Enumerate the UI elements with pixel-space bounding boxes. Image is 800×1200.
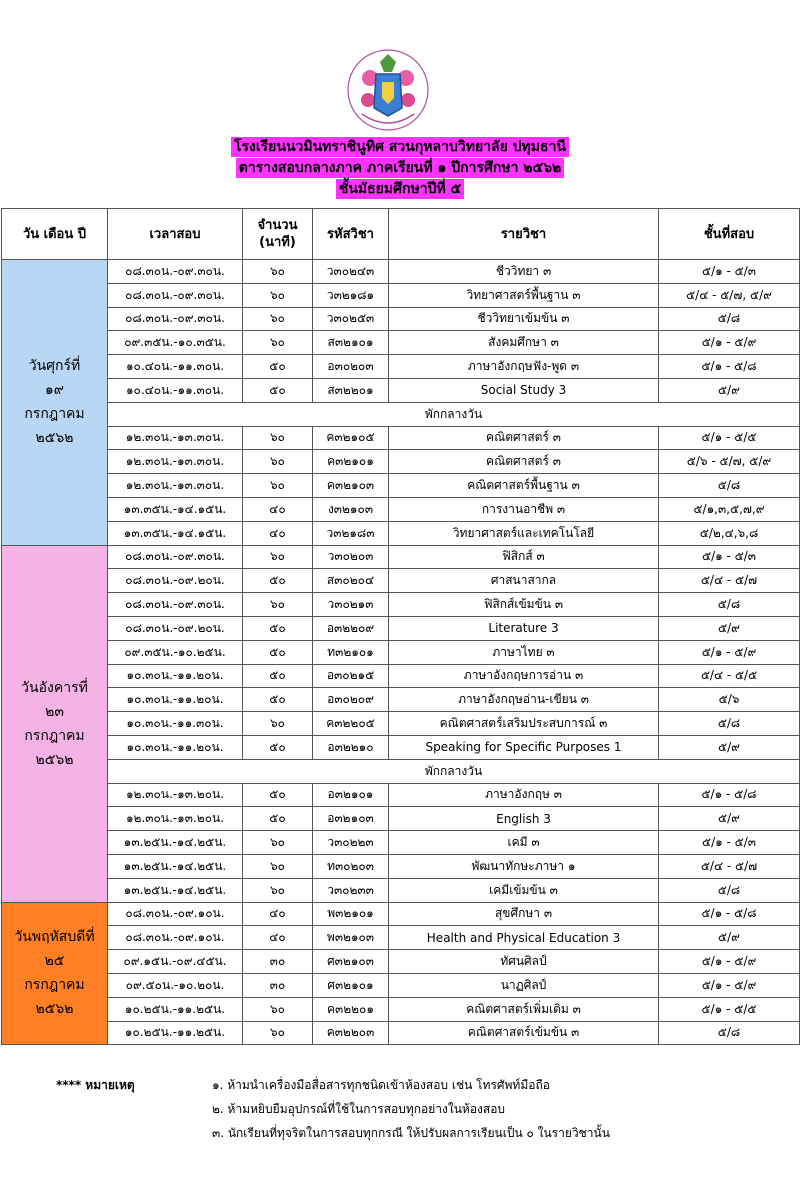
exam-room: ๕/๘ <box>659 593 800 617</box>
subject-name: Social Study 3 <box>389 378 659 402</box>
header-minutes: จำนวน (นาที) <box>243 209 313 260</box>
header-time: เวลาสอบ <box>108 209 243 260</box>
exam-minutes: ๖๐ <box>243 474 313 498</box>
exam-minutes: ๔๐ <box>243 521 313 545</box>
exam-room: ๕/๑ - ๕/๘ <box>659 783 800 807</box>
exam-minutes: ๕๐ <box>243 616 313 640</box>
exam-minutes: ๖๐ <box>243 712 313 736</box>
table-row <box>2 355 800 379</box>
subject-code: พ๓๒๑๐๑ <box>313 902 389 926</box>
exam-minutes: ๖๐ <box>243 283 313 307</box>
exam-time: ๑๐.๔๐น.-๑๑.๓๐น. <box>108 378 243 402</box>
exam-minutes: ๕๐ <box>243 355 313 379</box>
exam-room: ๕/๔ - ๕/๗ <box>659 854 800 878</box>
exam-minutes: ๖๐ <box>243 260 313 284</box>
exam-room: ๕/๑ - ๕/๙ <box>659 973 800 997</box>
exam-time: ๑๒.๓๐น.-๑๓.๓๐น. <box>108 426 243 450</box>
exam-minutes: ๕๐ <box>243 664 313 688</box>
exam-date-line: วันศุกร์ที่ <box>28 358 81 375</box>
exam-time: ๐๘.๓๐น.-๐๙.๓๐น. <box>108 593 243 617</box>
table-row <box>2 878 800 902</box>
exam-room: ๕/๖ <box>659 688 800 712</box>
subject-name: ชีววิทยา ๓ <box>389 260 659 284</box>
table-row <box>2 331 800 355</box>
exam-room: ๕/๔ - ๕/๗, ๕/๙ <box>659 283 800 307</box>
lunch-break-row <box>2 402 800 426</box>
exam-room: ๕/๘ <box>659 307 800 331</box>
table-row <box>2 973 800 997</box>
exam-time: ๑๐.๓๐น.-๑๑.๒๐น. <box>108 664 243 688</box>
exam-time: ๐๘.๓๐น.-๐๙.๓๐น. <box>108 283 243 307</box>
exam-time: ๑๓.๓๕น.-๑๔.๑๕น. <box>108 497 243 521</box>
subject-code: อ๓๐๒๐๓ <box>313 355 389 379</box>
exam-minutes: ๖๐ <box>243 545 313 569</box>
subject-name: ภาษาอังกฤษฟัง-พูด ๓ <box>389 355 659 379</box>
exam-date-line: ๒๕๖๒ <box>35 430 74 447</box>
notes-label: **** หมายเหตุ <box>56 1078 135 1092</box>
exam-time: ๑๓.๓๕น.-๑๔.๑๕น. <box>108 521 243 545</box>
document-header <box>0 136 800 199</box>
exam-minutes: ๖๐ <box>243 854 313 878</box>
subject-code: ว๓๐๒๒๓ <box>313 831 389 855</box>
exam-time: ๑๒.๓๐น.-๑๓.๒๐น. <box>108 807 243 831</box>
exam-date-line: วันพฤหัสบดีที่ <box>14 929 95 946</box>
exam-time: ๐๙.๕๐น.-๑๐.๒๐น. <box>108 973 243 997</box>
subject-name: สังคมศึกษา ๓ <box>389 331 659 355</box>
exam-time: ๑๐.๓๐น.-๑๑.๒๐น. <box>108 688 243 712</box>
table-row <box>2 545 800 569</box>
subject-code: ว๓๒๑๘๑ <box>313 283 389 307</box>
subject-code: ง๓๒๑๐๓ <box>313 497 389 521</box>
exam-room: ๕/๘ <box>659 1021 800 1045</box>
exam-minutes: ๖๐ <box>243 878 313 902</box>
exam-room: ๕/๑ - ๕/๘ <box>659 902 800 926</box>
exam-date-line: กรกฎาคม <box>24 406 85 423</box>
subject-name: เคมี ๓ <box>389 831 659 855</box>
subject-name: Speaking for Specific Purposes 1 <box>389 735 659 759</box>
exam-minutes: ๔๐ <box>243 926 313 950</box>
table-row <box>2 426 800 450</box>
subject-name: ชีววิทยาเข้มข้น ๓ <box>389 307 659 331</box>
subject-code: ว๓๐๒๑๓ <box>313 593 389 617</box>
subject-code: ส๓๐๒๐๔ <box>313 569 389 593</box>
subject-code: ว๓๐๒๐๓ <box>313 545 389 569</box>
subject-code: ท๓๒๑๐๑ <box>313 640 389 664</box>
subject-code: ค๓๒๑๐๓ <box>313 474 389 498</box>
exam-time: ๐๘.๓๐น.-๐๙.๓๐น. <box>108 545 243 569</box>
subject-code: ส๓๒๒๐๑ <box>313 378 389 402</box>
subject-code: อ๓๒๒๑๐ <box>313 735 389 759</box>
exam-minutes: ๖๐ <box>243 331 313 355</box>
exam-minutes: ๖๐ <box>243 307 313 331</box>
exam-time: ๐๙.๓๕น.-๑๐.๒๕น. <box>108 640 243 664</box>
exam-minutes: ๕๐ <box>243 807 313 831</box>
exam-time: ๐๘.๓๐น.-๐๙.๓๐น. <box>108 260 243 284</box>
subject-name: วิทยาศาสตร์พื้นฐาน ๓ <box>389 283 659 307</box>
exam-room: ๕/๑ - ๕/๓ <box>659 260 800 284</box>
exam-minutes: ๔๐ <box>243 497 313 521</box>
exam-minutes: ๕๐ <box>243 783 313 807</box>
subject-name: ศาสนาสากล <box>389 569 659 593</box>
exam-minutes: ๖๐ <box>243 1021 313 1045</box>
exam-minutes: ๖๐ <box>243 593 313 617</box>
subject-name: ภาษาอังกฤษการอ่าน ๓ <box>389 664 659 688</box>
subject-name: คณิตศาสตร์ ๓ <box>389 450 659 474</box>
table-row <box>2 450 800 474</box>
subject-name: ทัศนศิลป์ <box>389 950 659 974</box>
subject-code: อ๓๒๑๐๑ <box>313 783 389 807</box>
table-row <box>2 902 800 926</box>
exam-room: ๕/๑ - ๕/๕ <box>659 997 800 1021</box>
subject-code: ค๓๒๒๐๓ <box>313 1021 389 1045</box>
header-date: วัน เดือน ปี <box>2 209 108 260</box>
subject-name: เคมีเข้มข้น ๓ <box>389 878 659 902</box>
exam-schedule-table <box>1 208 800 1045</box>
subject-code: ว๓๐๒๕๓ <box>313 307 389 331</box>
header-room: ชั้นที่สอบ <box>659 209 800 260</box>
subject-code: ค๓๒๒๐๑ <box>313 997 389 1021</box>
subject-code: อ๓๐๒๑๕ <box>313 664 389 688</box>
exam-minutes: ๖๐ <box>243 450 313 474</box>
table-row <box>2 1021 800 1045</box>
exam-minutes: ๖๐ <box>243 426 313 450</box>
exam-room: ๕/๙ <box>659 735 800 759</box>
subject-name: พัฒนาทักษะภาษา ๑ <box>389 854 659 878</box>
subject-code: อ๓๐๒๐๙ <box>313 688 389 712</box>
note-item: ๓. นักเรียนที่ทุจริตในการสอบทุกกรณี ให้ปรับผลการเรียนเป็น ๐ ในรายวิชานั้น <box>212 1126 610 1140</box>
table-row <box>2 926 800 950</box>
exam-minutes: ๕๐ <box>243 569 313 593</box>
exam-room: ๕/๘ <box>659 474 800 498</box>
exam-minutes: ๓๐ <box>243 950 313 974</box>
exam-room: ๕/๑ - ๕/๓ <box>659 545 800 569</box>
exam-date-cell <box>2 545 108 902</box>
exam-time: ๐๙.๑๕น.-๐๙.๔๕น. <box>108 950 243 974</box>
header-subject: รายวิชา <box>389 209 659 260</box>
exam-time: ๑๒.๓๐น.-๑๓.๓๐น. <box>108 450 243 474</box>
subject-code: ค๓๒๑๐๕ <box>313 426 389 450</box>
subject-name: ภาษาอังกฤษอ่าน-เขียน ๓ <box>389 688 659 712</box>
exam-time: ๑๒.๓๐น.-๑๓.๓๐น. <box>108 474 243 498</box>
subject-name: คณิตศาสตร์ ๓ <box>389 426 659 450</box>
exam-date-line: ๒๕๖๒ <box>35 1001 74 1018</box>
exam-room: ๕/๑ - ๕/๙ <box>659 640 800 664</box>
exam-room: ๕/๙ <box>659 616 800 640</box>
notes-list <box>212 1076 800 1148</box>
exam-minutes: ๓๐ <box>243 973 313 997</box>
exam-date-line: ๒๕๖๒ <box>35 751 74 768</box>
subject-name: Literature 3 <box>389 616 659 640</box>
lunch-break-row <box>2 759 800 783</box>
subject-code: ค๓๒๑๐๑ <box>313 450 389 474</box>
exam-room: ๕/๙ <box>659 926 800 950</box>
exam-date-line: ๑๙ <box>44 382 65 399</box>
exam-minutes: ๔๐ <box>243 902 313 926</box>
exam-time: ๑๐.๒๕น.-๑๑.๒๕น. <box>108 997 243 1021</box>
grade-level: ชั้นมัธยมศึกษาปีที่ ๕ <box>336 179 464 199</box>
exam-time: ๐๘.๓๐น.-๐๙.๑๐น. <box>108 902 243 926</box>
exam-minutes: ๕๐ <box>243 378 313 402</box>
exam-room: ๕/๘ <box>659 878 800 902</box>
exam-title: ตารางสอบกลางภาค ภาคเรียนที่ ๑ ปีการศึกษา ๒๕๖๒ <box>236 158 565 178</box>
exam-time: ๐๙.๓๕น.-๑๐.๓๕น. <box>108 331 243 355</box>
exam-minutes: ๕๐ <box>243 688 313 712</box>
exam-time: ๑๓.๒๕น.-๑๔.๒๕น. <box>108 878 243 902</box>
exam-room: ๕/๙ <box>659 807 800 831</box>
subject-code: พ๓๒๑๐๓ <box>313 926 389 950</box>
table-row <box>2 854 800 878</box>
exam-time: ๑๐.๔๐น.-๑๑.๓๐น. <box>108 355 243 379</box>
table-row <box>2 997 800 1021</box>
table-row <box>2 260 800 284</box>
note-item: ๒. ห้ามหยิบยืมอุปกรณ์ที่ใช้ในการสอบทุกอย่างในห้องสอบ <box>212 1102 506 1116</box>
exam-room: ๕/๑,๓,๕,๗,๙ <box>659 497 800 521</box>
table-row <box>2 497 800 521</box>
exam-room: ๕/๑ - ๕/๕ <box>659 426 800 450</box>
subject-name: ฟิสิกส์ ๓ <box>389 545 659 569</box>
exam-time: ๐๘.๓๐น.-๐๙.๒๐น. <box>108 569 243 593</box>
table-row <box>2 712 800 736</box>
subject-name: ฟิสิกส์เข้มข้น ๓ <box>389 593 659 617</box>
exam-room: ๕/๘ <box>659 712 800 736</box>
subject-code: อ๓๒๑๐๓ <box>313 807 389 831</box>
table-row <box>2 950 800 974</box>
exam-time: ๐๘.๓๐น.-๐๙.๑๐น. <box>108 926 243 950</box>
subject-name: คณิตศาสตร์เข้มข้น ๓ <box>389 1021 659 1045</box>
subject-code: ส๓๒๑๐๑ <box>313 331 389 355</box>
exam-minutes: ๕๐ <box>243 640 313 664</box>
subject-code: ว๓๐๒๔๓ <box>313 260 389 284</box>
exam-room: ๕/๑ - ๕/๙ <box>659 331 800 355</box>
exam-time: ๐๘.๓๐น.-๐๙.๓๐น. <box>108 307 243 331</box>
subject-name: คณิตศาสตร์เสริมประสบการณ์ ๓ <box>389 712 659 736</box>
table-header-row <box>2 209 800 260</box>
exam-room: ๕/๑ - ๕/๙ <box>659 950 800 974</box>
exam-date-line: ๒๕ <box>44 953 65 970</box>
exam-date-line: วันอังคารที่ <box>21 679 88 696</box>
exam-time: ๐๘.๓๐น.-๐๙.๒๐น. <box>108 616 243 640</box>
subject-name: สุขศึกษา ๓ <box>389 902 659 926</box>
exam-date-cell <box>2 260 108 546</box>
subject-name: นาฏศิลป์ <box>389 973 659 997</box>
exam-date-line: กรกฎาคม <box>24 977 85 994</box>
subject-code: ท๓๐๒๐๓ <box>313 854 389 878</box>
subject-code: ว๓๒๑๘๓ <box>313 521 389 545</box>
table-row <box>2 640 800 664</box>
exam-time: ๑๒.๓๐น.-๑๓.๒๐น. <box>108 783 243 807</box>
lunch-break-label: พักกลางวัน <box>108 402 800 426</box>
header-code: รหัสวิชา <box>313 209 389 260</box>
exam-time: ๑๐.๓๐น.-๑๑.๒๐น. <box>108 735 243 759</box>
table-row <box>2 783 800 807</box>
subject-name: ภาษาไทย ๓ <box>389 640 659 664</box>
table-row <box>2 593 800 617</box>
note-item: ๑. ห้ามนำเครื่องมือสื่อสารทุกชนิดเข้าห้องสอบ เช่น โทรศัพท์มือถือ <box>212 1078 550 1092</box>
exam-minutes: ๖๐ <box>243 997 313 1021</box>
table-row <box>2 735 800 759</box>
table-row <box>2 664 800 688</box>
school-name: โรงเรียนนวมินทราชินูทิศ สวนกุหลาบวิทยาลัย ปทุมธานี <box>231 137 569 157</box>
subject-name: คณิตศาสตร์เพิ่มเติม ๓ <box>389 997 659 1021</box>
exam-room: ๕/๒,๔,๖,๘ <box>659 521 800 545</box>
exam-room: ๕/๑ - ๕/๘ <box>659 355 800 379</box>
subject-name: ภาษาอังกฤษ ๓ <box>389 783 659 807</box>
exam-time: ๑๐.๓๐น.-๑๑.๓๐น. <box>108 712 243 736</box>
exam-room: ๕/๔ - ๕/๕ <box>659 664 800 688</box>
exam-minutes: ๕๐ <box>243 735 313 759</box>
table-row <box>2 688 800 712</box>
subject-code: ศ๓๒๑๐๑ <box>313 973 389 997</box>
exam-time: ๑๓.๒๕น.-๑๔.๒๕น. <box>108 831 243 855</box>
subject-code: ว๓๐๒๓๓ <box>313 878 389 902</box>
table-row <box>2 378 800 402</box>
subject-code: ศ๓๒๑๐๓ <box>313 950 389 974</box>
table-row <box>2 307 800 331</box>
subject-name: วิทยาศาสตร์และเทคโนโลยี <box>389 521 659 545</box>
subject-code: อ๓๒๒๐๙ <box>313 616 389 640</box>
exam-time: ๑๓.๒๕น.-๑๔.๒๕น. <box>108 854 243 878</box>
subject-name: คณิตศาสตร์พื้นฐาน ๓ <box>389 474 659 498</box>
table-row <box>2 831 800 855</box>
exam-room: ๕/๙ <box>659 378 800 402</box>
exam-minutes: ๖๐ <box>243 831 313 855</box>
table-row <box>2 474 800 498</box>
subject-name: Health and Physical Education 3 <box>389 926 659 950</box>
school-logo <box>346 48 430 132</box>
table-row <box>2 807 800 831</box>
exam-room: ๕/๖ - ๕/๗, ๕/๙ <box>659 450 800 474</box>
exam-date-cell <box>2 902 108 1045</box>
lunch-break-label: พักกลางวัน <box>108 759 800 783</box>
table-row <box>2 521 800 545</box>
schedule-body <box>2 260 800 1045</box>
subject-code: ค๓๒๒๐๕ <box>313 712 389 736</box>
exam-date-line: กรกฎาคม <box>24 727 85 744</box>
exam-date-line: ๒๓ <box>45 703 64 720</box>
table-row <box>2 283 800 307</box>
exam-room: ๕/๑ - ๕/๓ <box>659 831 800 855</box>
subject-name: การงานอาชีพ ๓ <box>389 497 659 521</box>
table-row <box>2 569 800 593</box>
table-row <box>2 616 800 640</box>
exam-time: ๑๐.๒๕น.-๑๑.๒๕น. <box>108 1021 243 1045</box>
subject-name: English 3 <box>389 807 659 831</box>
exam-room: ๕/๔ - ๕/๗ <box>659 569 800 593</box>
